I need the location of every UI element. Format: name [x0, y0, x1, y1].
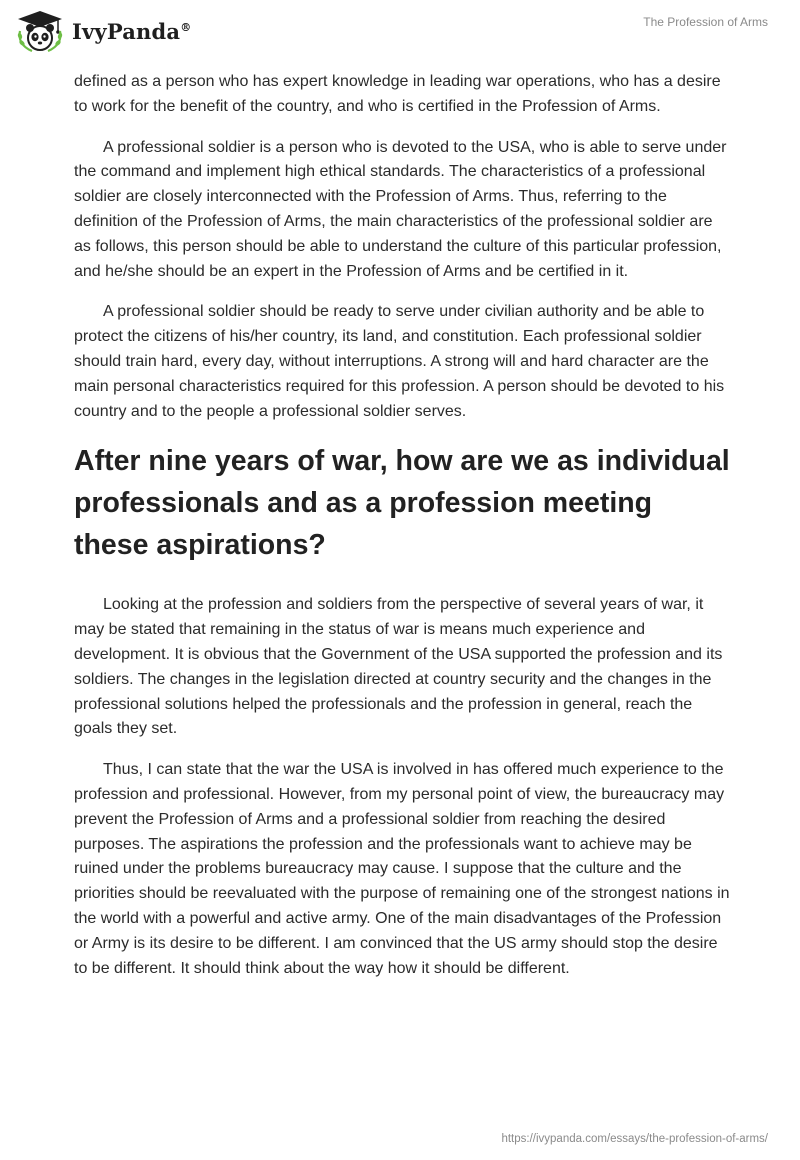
paragraph-5: Thus, I can state that the war the USA is involved in has offered much experience to the profession and professional. However, from my personal point of view, the bureaucracy may prevent the Profession of Arms and a professional soldier from reaching the desired purposes. The aspirations the profession and the professionals want to achieve may be ruined under the problems bureaucracy may cause. I suppose that the culture and the priorities should be reevaluated with the purpose of remaining one of the strongest nations in the world with a powerful and active army. One of the main disadvantages of the Profession or Army is its desire to be different. I am convinced that the US army should stop the desire to be different. It should think about the way how it should be different. — [74, 761, 730, 977]
paragraph-3: A professional soldier should be ready to serve under civilian authority and be able to protect the citizens of his/her country, its land, and constitution. Each professional soldier should train hard, every day, without interruptions. A strong will and hard character are the main personal characteristics required for this profession. A person should be devoted to his country and to the people a professional soldier serves. — [74, 303, 725, 420]
brand-name: IvyPanda® — [72, 18, 192, 44]
paragraph-1: defined as a person who has expert knowledge in leading war operations, who has a desire to work for the benefit of the country, and who is certified in the Profession of Arms. — [74, 73, 721, 115]
paragraph-2: A professional soldier is a person who is devoted to the USA, who is able to serve under the command and implement high ethical standards. The characteristics of a professional soldier are closely interconnected with the Profession of Arms. Thus, referring to the definition of the Profession of Arms, the main characteristics of the professional soldier are as follows, this person should be able to understand the culture of this particular profession, and he/she should be an expert in the Profession of Arms and be certified in it. — [74, 138, 727, 280]
essay-body — [74, 70, 730, 997]
section-heading: After nine years of war, how are we as individual professionals and as a profession meeting these aspirations? — [74, 445, 730, 562]
panda-graduate-icon — [14, 9, 66, 53]
ivypanda-logo[interactable] — [14, 9, 191, 53]
document-title: The Profession of Arms — [643, 15, 768, 29]
source-url[interactable]: https://ivypanda.com/essays/the-profession-of-arms/ — [501, 1133, 768, 1145]
paragraph-4: Looking at the profession and soldiers from the perspective of several years of war, it may be stated that remaining in the status of war is means much experience and development. It is obvious that the Government of the USA supported the profession and its soldiers. The changes in the legislation directed at country security and the changes in the professional solutions helped the professionals and the profession in general, reach the goals they set. — [74, 596, 723, 738]
page-header — [0, 0, 800, 70]
